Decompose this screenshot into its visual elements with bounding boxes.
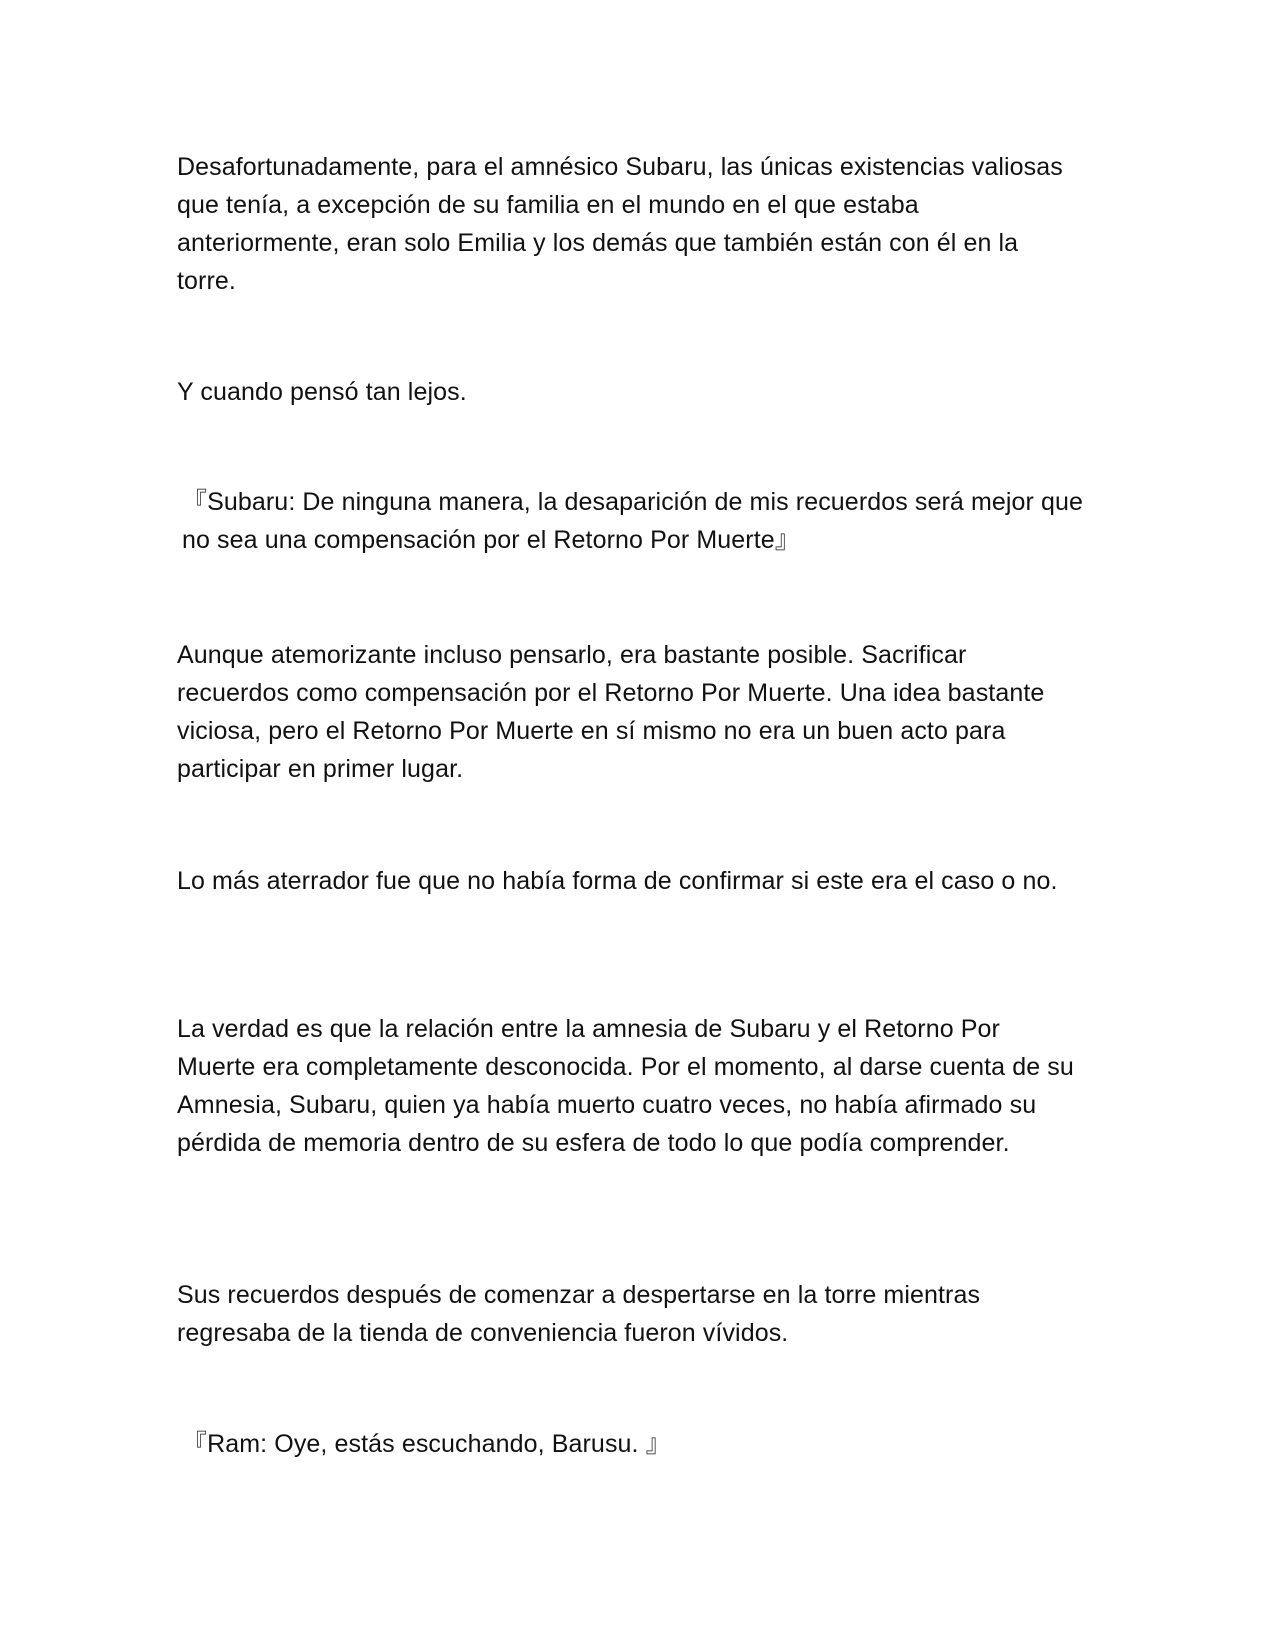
paragraph-dialogue: 『Ram: Oye, estás escuchando, Barusu. 』	[182, 1430, 671, 1458]
paragraph-narration: Desafortunadamente, para el amnésico Subaru, las únicas existencias valiosas que tenía, a excepción de su familia en el mundo en el que estaba anteriormente, eran solo Emilia y los demás que también están con él en la torre.	[177, 153, 1063, 295]
paragraph-narration: Sus recuerdos después de comenzar a despertarse en la torre mientras regresaba de la tienda de conveniencia fueron vívidos.	[177, 1281, 981, 1347]
paragraph-dialogue: 『Subaru: De ninguna manera, la desaparición de mis recuerdos será mejor que no sea una compensación por el Retorno Por Muerte』	[182, 488, 1084, 554]
paragraph-narration: Y cuando pensó tan lejos.	[177, 378, 467, 406]
paragraph-narration: Aunque atemorizante incluso pensarlo, era bastante posible. Sacrificar recuerdos como compensación por el Retorno Por Muerte. Una idea bastante viciosa, pero el Retorno Por Muerte en sí mismo no era un buen acto para participar en primer lugar.	[177, 641, 1045, 783]
paragraph-narration: Lo más aterrador fue que no había forma de confirmar si este era el caso o no.	[177, 867, 1058, 895]
paragraph-narration: La verdad es que la relación entre la amnesia de Subaru y el Retorno Por Muerte era completamente desconocida. Por el momento, al darse cuenta de su Amnesia, Subaru, quien ya había muerto cuatro veces, no había afirmado su pérdida de memoria dentro de su esfera de todo lo que podía comprender.	[177, 1015, 1074, 1157]
